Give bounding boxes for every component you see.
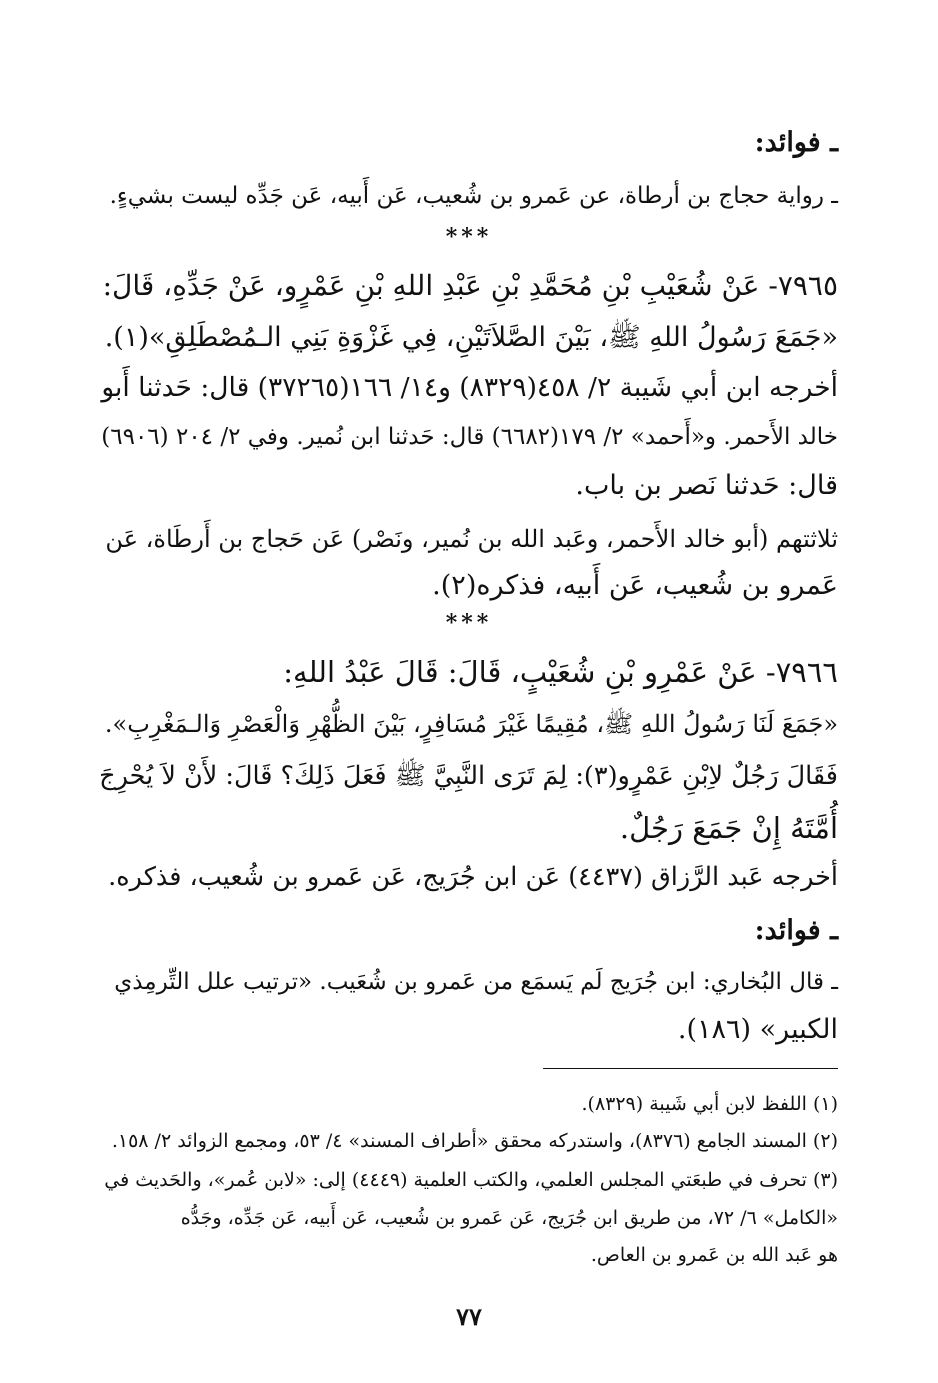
section-separator-1: ***: [445, 224, 493, 250]
footnote-divider: [543, 1068, 838, 1069]
footnote-3-line-1: (٣) تحرف في طبعَتي المجلس العلمي، والكتب العلمية (٤٤٤٩) إلى: «لابن عُمر»، والحَديث في: [104, 1169, 838, 1191]
benefit-text-1: ـ رواية حجاج بن أرطاة، عن عَمرو بن شُعيب، عَن أَبيه، عَن جَدِّه ليست بشيءٍ.: [109, 183, 838, 209]
footnote-2: (٢) المسند الجامع (٨٣٧٦)، واستدركه محقق «أطراف المسند» ٤/ ٥٣، ومجمع الزوائد ٢/ ١٥٨.: [111, 1130, 838, 1152]
footnote-3-line-3: هو عَبد الله بن عَمرو بن العاص.: [590, 1244, 838, 1266]
benefit-text-2-line-1: ـ قال البُخاري: ابن جُرَيج لَم يَسمَع من عَمرو بن شُعَيب. «ترتيب علل التِّرمِذي: [114, 969, 838, 995]
hadith-7966-line-3: فَقَالَ رَجُلٌ لاِبْنِ عَمْرٍو(٣): لِمَ تَرَى النَّبِيَّ ﷺ فَعَلَ ذَلِكَ؟ قَالَ: لأَنْ لاَ يُحْرِجَ: [99, 761, 838, 791]
chain-7965-line-1: ثلاثتهم (أبو خالد الأَحمر، وعَبد الله بن نُمير، ونَصْر) عَن حَجاج بن أَرطَاة، عَن: [105, 525, 838, 553]
takhrij-7965-line-1: أخرجه ابن أبي شَيبة ٢/ ٤٥٨(٨٣٢٩) و١٤/ ١٦٦(٣٧٢٦٥) قال: حَدثنا أَبو: [101, 372, 838, 403]
takhrij-7966: أخرجه عَبد الرَّزاق (٤٤٣٧) عَن ابن جُرَيج، عَن عَمرو بن شُعيب، فذكره.: [108, 862, 838, 892]
hadith-7966-line-1: ٧٩٦٦- عَنْ عَمْرِو بْنِ شُعَيْبٍ، قَالَ: قَالَ عَبْدُ اللهِ:: [283, 655, 838, 689]
hadith-7965-line-2: «جَمَعَ رَسُولُ اللهِ ﷺ، بَيْنَ الصَّلاَتَيْنِ، فِي غَزْوَةِ بَنِي الـمُصْطَلِقِ»(١).: [104, 322, 838, 353]
footnote-1: (١) اللفظ لابن أبي شَيبة (٨٣٢٩).: [581, 1093, 838, 1115]
footnote-3-line-2: «الكامل» ٦/ ٧٢، من طريق ابن جُرَيج، عَن عَمرو بن شُعيب، عَن أَبيه، عَن جَدِّه، وجَدُّه: [180, 1207, 838, 1229]
takhrij-7965-line-2: خالد الأَحمر. و«أَحمد» ٢/ ١٧٩(٦٦٨٢) قال: حَدثنا ابن نُمير. وفي ٢/ ٢٠٤ (٦٩٠٦): [101, 424, 838, 450]
takhrij-7965-line-3: قال: حَدثنا نَصر بن باب.: [575, 470, 838, 501]
section-separator-2: ***: [445, 610, 493, 636]
hadith-7965-line-1: ٧٩٦٥- عَنْ شُعَيْبِ بْنِ مُحَمَّدِ بْنِ عَبْدِ اللهِ بْنِ عَمْرٍو، عَنْ جَدِّهِ، قَالَ:: [102, 269, 838, 302]
benefit-text-2-line-2: الكبير» (١٨٦).: [677, 1014, 838, 1045]
page-number: ٧٧: [456, 1302, 482, 1331]
hadith-7966-line-4: أُمَّتَهُ إِنْ جَمَعَ رَجُلٌ.: [619, 811, 838, 845]
benefits-heading-2: ـ فوائد:: [754, 915, 838, 946]
benefits-heading-1: ـ فوائد:: [754, 127, 838, 158]
chain-7965-line-2: عَمرو بن شُعيب، عَن أَبيه، فذكره(٢).: [432, 570, 838, 601]
hadith-7966-line-2: «جَمَعَ لَنَا رَسُولُ اللهِ ﷺ، مُقِيمًا غَيْرَ مُسَافِرٍ، بَيْنَ الظُّهْرِ وَالْعَصْرِ وَالـمَغْرِبِ».: [104, 710, 838, 738]
